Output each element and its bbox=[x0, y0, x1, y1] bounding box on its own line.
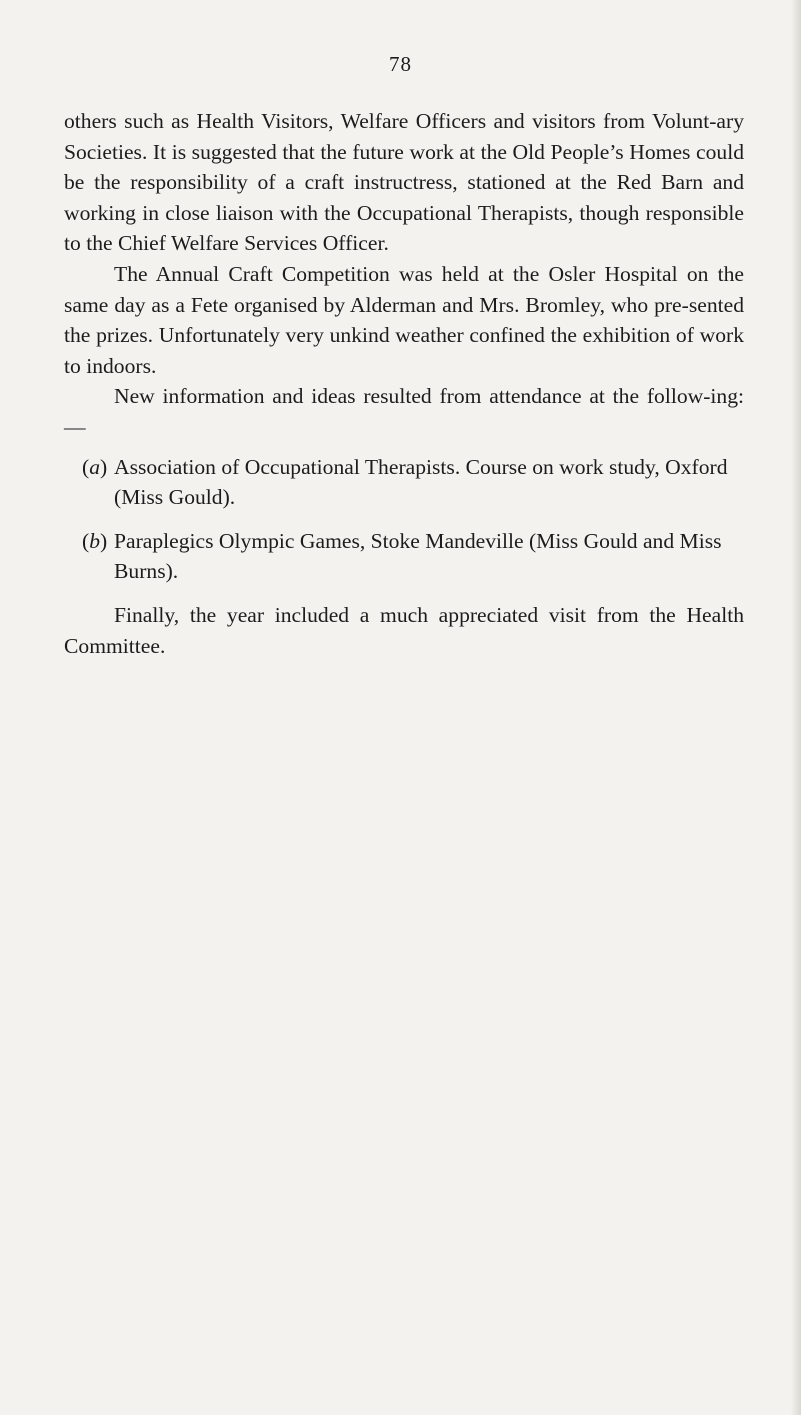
list-item-b bbox=[64, 526, 744, 587]
paragraph-craft-competition: The Annual Craft Competition was held at the Osler Hospital on the same day as a Fete organised by Alderman and Mrs. Bromley, who pre-sented the prizes. Unfortunately very unkind weather confined the exhibition of work to indoors. bbox=[64, 261, 744, 378]
list-marker: (b) bbox=[82, 528, 108, 553]
paragraph-continuation: others such as Health Visitors, Welfare Officers and visitors from Volunt-ary Societies. It is suggested that the future work at the Old People’s Homes could be the responsibility of a craft instructress, stationed at the Red Barn and working in close liaison with the Occupational Therapists, though responsible to the Chief Welfare Services Officer. bbox=[64, 109, 744, 256]
paragraph-final: Finally, the year included a much appreciated visit from the Health Committee. bbox=[64, 602, 744, 658]
page-number: 78 bbox=[389, 52, 412, 76]
list-marker: (a) bbox=[82, 454, 108, 479]
list-item-text: Paraplegics Olympic Games, Stoke Mandeville (Miss Gould and Miss Burns). bbox=[114, 528, 722, 584]
list-item-text: Association of Occupational Therapists. Course on work study, Oxford (Miss Gould). bbox=[114, 454, 728, 510]
page-edge-shadow bbox=[791, 0, 801, 1415]
list-item-a bbox=[64, 452, 744, 513]
document-body bbox=[64, 106, 744, 661]
paragraph-new-information: New information and ideas resulted from attendance at the follow-ing:— bbox=[64, 384, 744, 439]
